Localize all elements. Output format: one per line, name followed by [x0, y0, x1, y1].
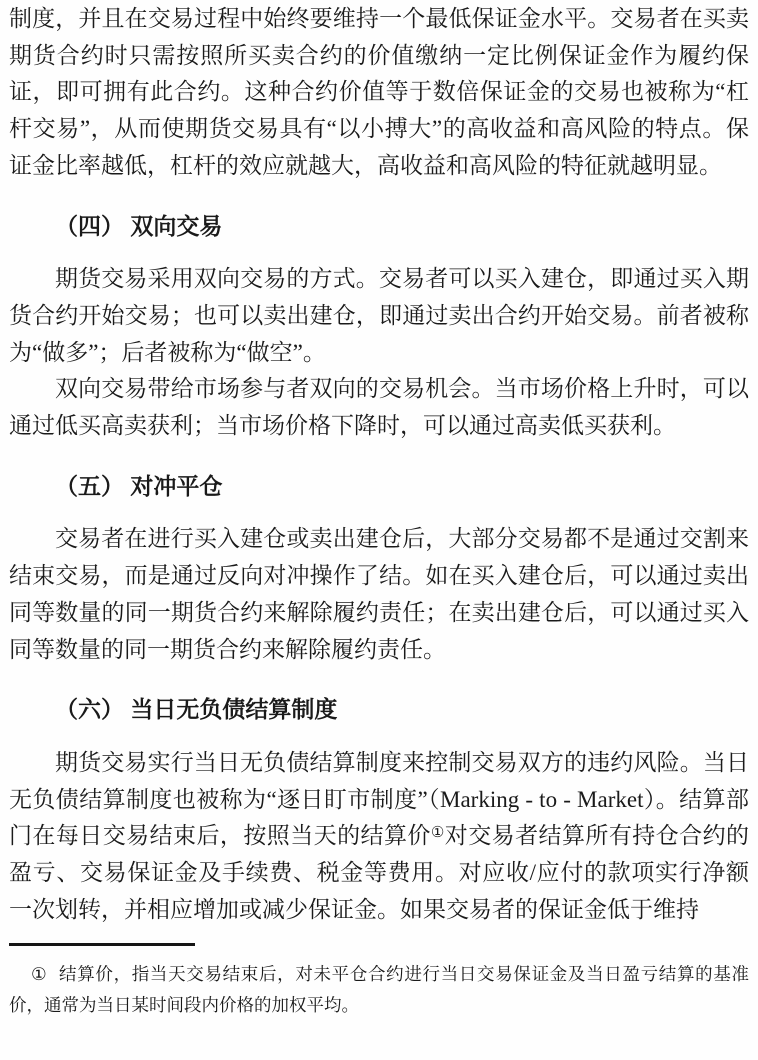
paragraph-text-before-footnote-marker: 期货交易实行当日无负债结算制度来控制交易双方的违约风险。当日无负债结算制度也被称为“逐日盯市制度”（Marking - to - Market）。结算部门在每日交易结束后，按照当天的结算价 — [9, 749, 749, 849]
footnote-text-body: 结算价，指当天交易结束后，对未平仓合约进行当日交易保证金及当日盈亏结算的基准价，通常为当日某时间段内价格的加权平均。 — [9, 964, 749, 1016]
paragraph-margin-system-continuation: 制度，并且在交易过程中始终要维持一个最低保证金水平。交易者在买卖期货合约时只需按照所买卖合约的价值缴纳一定比例保证金作为履约保证，即可拥有此合约。这种合约价值等于数倍保证金的交易也被称为“杠杆交易”，从而使期货交易具有“以小搏大”的高收益和高风险的特点。保证金比率越低，杠杆的效应就越大，高收益和高风险的特征就越明显。 — [9, 6, 749, 178]
paragraph-text-after-footnote-marker: 对交易者结算所有持仓合约的盈亏、交易保证金及手续费、税金等费用。对应收/应付的款项实行净额一次划转，并相应增加或减少保证金。如果交易者的保证金低于维持 — [9, 823, 750, 922]
footnote-divider-rule — [9, 943, 195, 946]
paragraph-two-way-trading-1: 期货交易采用双向交易的方式。交易者可以买入建仓，即通过买入期货合约开始交易；也可以卖出建仓，即通过卖出合约开始交易。前者被称为“做多”；后者被称为“做空”。 — [9, 266, 749, 365]
paragraph-offset-closeout-1: 交易者在进行买入建仓或卖出建仓后，大部分交易都不是通过交割来结束交易，而是通过反向对冲操作了结。如在买入建仓后，可以通过卖出同等数量的同一期货合约来解除履约责任；在卖出建仓后，可以通过买入同等数量的同一期货合约来解除履约责任。 — [9, 526, 749, 662]
footnote — [9, 959, 749, 1021]
section-heading-two-way-trading: （四） 双向交易 — [55, 212, 223, 239]
paragraph-daily-settlement-1 — [9, 745, 749, 929]
section-heading-daily-settlement: （六） 当日无负债结算制度 — [55, 696, 338, 723]
footnote-reference-marker: ① — [430, 825, 445, 842]
section-heading-offset-closeout: （五） 对冲平仓 — [55, 472, 223, 499]
paragraph-two-way-trading-2: 双向交易带给市场参与者双向的交易机会。当市场价格上升时，可以通过低买高卖获利；当市场价格下降时，可以通过高卖低买获利。 — [9, 376, 749, 439]
footnote-area — [9, 943, 749, 1021]
footnote-marker: ① — [31, 964, 48, 985]
